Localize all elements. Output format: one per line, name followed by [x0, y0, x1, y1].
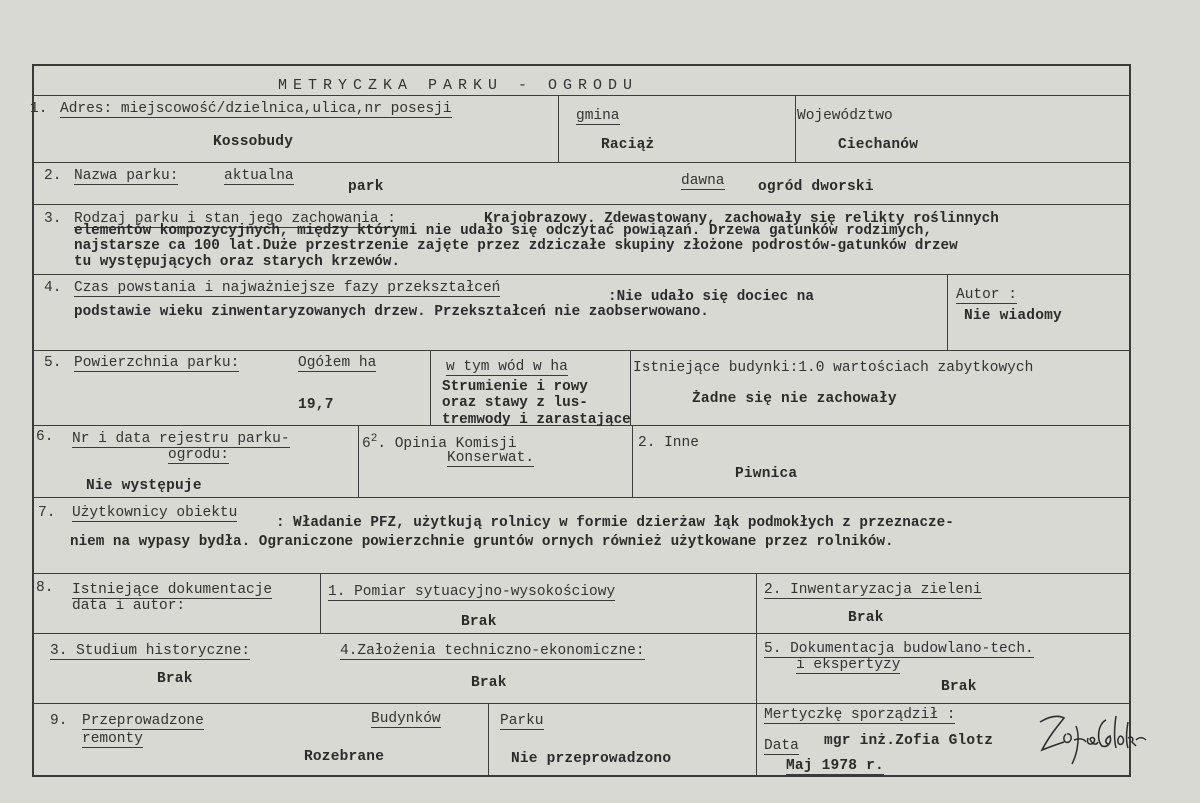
s6-b-label: . Opinia Komisji: [377, 435, 517, 452]
s1-gmina-label: gmina: [576, 108, 620, 124]
s3-label: Rodzaj parku i stan jego zachowania :: [74, 211, 396, 227]
s6-label-2: ogrodu:: [168, 447, 229, 463]
s8-d4-label: 4.Założenia techniczno-ekonomiczne:: [340, 643, 645, 659]
s3-line-4: tu występujących oraz starych krzewów.: [74, 254, 401, 270]
s9-park-value: Nie przeprowadzono: [511, 751, 672, 767]
divider-h: [33, 204, 1130, 205]
s9-date-value: Maj 1978 r.: [786, 758, 884, 774]
s6-label-num: 6.: [36, 429, 54, 445]
divider-h: [33, 573, 1130, 574]
s5-water-2: oraz stawy z lus-: [442, 395, 588, 411]
s9-author-value: mgr inż.Zofia Glotz: [824, 733, 994, 749]
divider-h: [33, 95, 1130, 96]
s9-author-label: Mertyczkę sporządził :: [764, 707, 956, 723]
s3-label-num: 3.: [44, 211, 62, 227]
s8-d5-label-1: 5. Dokumentacja budowlano-tech.: [764, 641, 1034, 657]
s3-line-1: Krajobrazowy. Zdewastowany, zachowały się relikty roślinnych: [484, 211, 999, 227]
s4-label-num: 4.: [44, 280, 62, 296]
s7-label-num: 7.: [38, 505, 56, 521]
s6-c-label: 2. Inne: [638, 435, 699, 451]
divider-v: [430, 351, 431, 425]
form-title: METRYCZKA PARKU - OGRODU: [278, 77, 639, 94]
s8-d5-label-2: i ekspertyzy: [796, 657, 901, 673]
s9-label-1: Przeprowadzone: [82, 713, 204, 729]
divider-v: [358, 426, 359, 497]
s4-label: Czas powstania i najważniejsze fazy przekształceń: [74, 280, 501, 296]
s2-current-value: park: [348, 179, 384, 195]
s8-d2-value: Brak: [848, 610, 884, 626]
s3-line-2: elementów kompozycyjnych, między którymi nie udało się odczytać powiązań. Drzewa gatunków rodzimych,: [74, 223, 932, 239]
s9-bud-label: Budynków: [371, 711, 441, 727]
s6-b-sup: 2: [370, 433, 378, 445]
s5-water-1: Strumienie i rowy: [442, 379, 588, 395]
s1-address-value: Kossobudy: [213, 134, 294, 150]
s7-line-2: niem na wypasy bydła. Ograniczone powierzchnie gruntów ornych również użytkowane przez rolników.: [70, 534, 894, 550]
s5-water-label: w tym wód w ha: [446, 359, 568, 375]
divider-h: [33, 274, 1130, 275]
s8-d5-value: Brak: [941, 679, 977, 695]
s8-d3-label: 3. Studium historyczne:: [50, 643, 251, 659]
s8-label-1: Istniejące dokumentacje: [72, 582, 273, 598]
s2-label-num: 2.: [44, 168, 62, 184]
s6-b-label-2: Konserwat.: [447, 450, 535, 466]
s9-label-2: remonty: [82, 731, 143, 747]
divider-v: [320, 574, 321, 633]
s1-woj-value: Ciechanów: [838, 137, 919, 153]
s5-label: Powierzchnia parku:: [74, 355, 240, 371]
s6-value: Nie występuje: [86, 478, 202, 494]
s8-d2-label: 2. Inwentaryzacja zieleni: [764, 582, 982, 598]
s5-water-3: tremwody i zarastające: [442, 412, 631, 428]
s4-author-value: Nie wiadomy: [964, 308, 1062, 324]
divider-v: [947, 275, 948, 350]
s1-woj-label: Województwo: [797, 108, 893, 124]
s5-total-label: Ogółem ha: [298, 355, 377, 371]
s8-d3-value: Brak: [157, 671, 193, 687]
divider-v: [488, 704, 489, 776]
divider-h: [33, 497, 1130, 498]
s9-bud-value: Rozebrane: [304, 749, 385, 765]
s9-date-label: Data: [764, 738, 799, 754]
s1-gmina-value: Raciąż: [601, 137, 655, 153]
s7-label: Użytkownicy obiektu: [72, 505, 238, 521]
s8-label-2: data i autor:: [72, 598, 186, 614]
s8-d1-label: 1. Pomiar sytuacyjno-wysokościowy: [328, 584, 616, 600]
s1-address-label: Adres: miejscowość/dzielnica,ulica,nr posesji: [60, 101, 452, 117]
s4-author-label: Autor :: [956, 287, 1017, 303]
s4-line-1: :Nie udało się dociec na: [608, 289, 814, 305]
divider-v: [632, 426, 633, 497]
signature-image: [1036, 706, 1148, 768]
s6-b-num: 6: [362, 435, 371, 452]
s9-label-num: 9.: [50, 713, 68, 729]
divider-v: [795, 96, 796, 162]
s6-c-value: Piwnica: [735, 466, 798, 482]
divider-h: [33, 350, 1130, 351]
s2-former-label: dawna: [681, 173, 725, 189]
divider-v: [756, 574, 757, 633]
divider-v: [558, 96, 559, 162]
s1-label-num: 1.: [30, 101, 48, 117]
s8-d4-value: Brak: [471, 675, 507, 691]
divider-h: [33, 162, 1130, 163]
s3-line-3: najstarsze ca 100 lat.Duże przestrzenie zajęte przez zdziczałe skupiny złożone podrostów-gatunków drzew: [74, 238, 958, 254]
divider-v: [756, 634, 757, 703]
s8-d1-value: Brak: [461, 614, 497, 630]
s6-label-1: Nr i data rejestru parku-: [72, 431, 290, 447]
s6-b-label-1: [362, 431, 517, 452]
s8-label-num: 8.: [36, 580, 54, 596]
divider-h: [33, 703, 1130, 704]
divider-h: [33, 633, 1130, 634]
s2-current-label: aktualna: [224, 168, 294, 184]
s7-line-1: : Władanie PFZ, użytkują rolnicy w formie dzierżaw łąk podmokłych z przeznacze-: [276, 515, 954, 531]
s5-label-num: 5.: [44, 355, 62, 371]
s2-former-value: ogród dworski: [758, 179, 874, 195]
divider-v: [756, 704, 757, 776]
s9-park-label: Parku: [500, 713, 544, 729]
s5-buildings-label: Istniejące budynki:1.0 wartościach zabytkowych: [633, 360, 1034, 376]
s2-label: Nazwa parku:: [74, 168, 179, 184]
s4-line-2: podstawie wieku zinwentaryzowanych drzew. Przekształceń nie zaobserwowano.: [74, 304, 709, 320]
s5-total-value: 19,7: [298, 397, 334, 413]
s5-buildings-value: Żadne się nie zachowały: [692, 391, 897, 407]
